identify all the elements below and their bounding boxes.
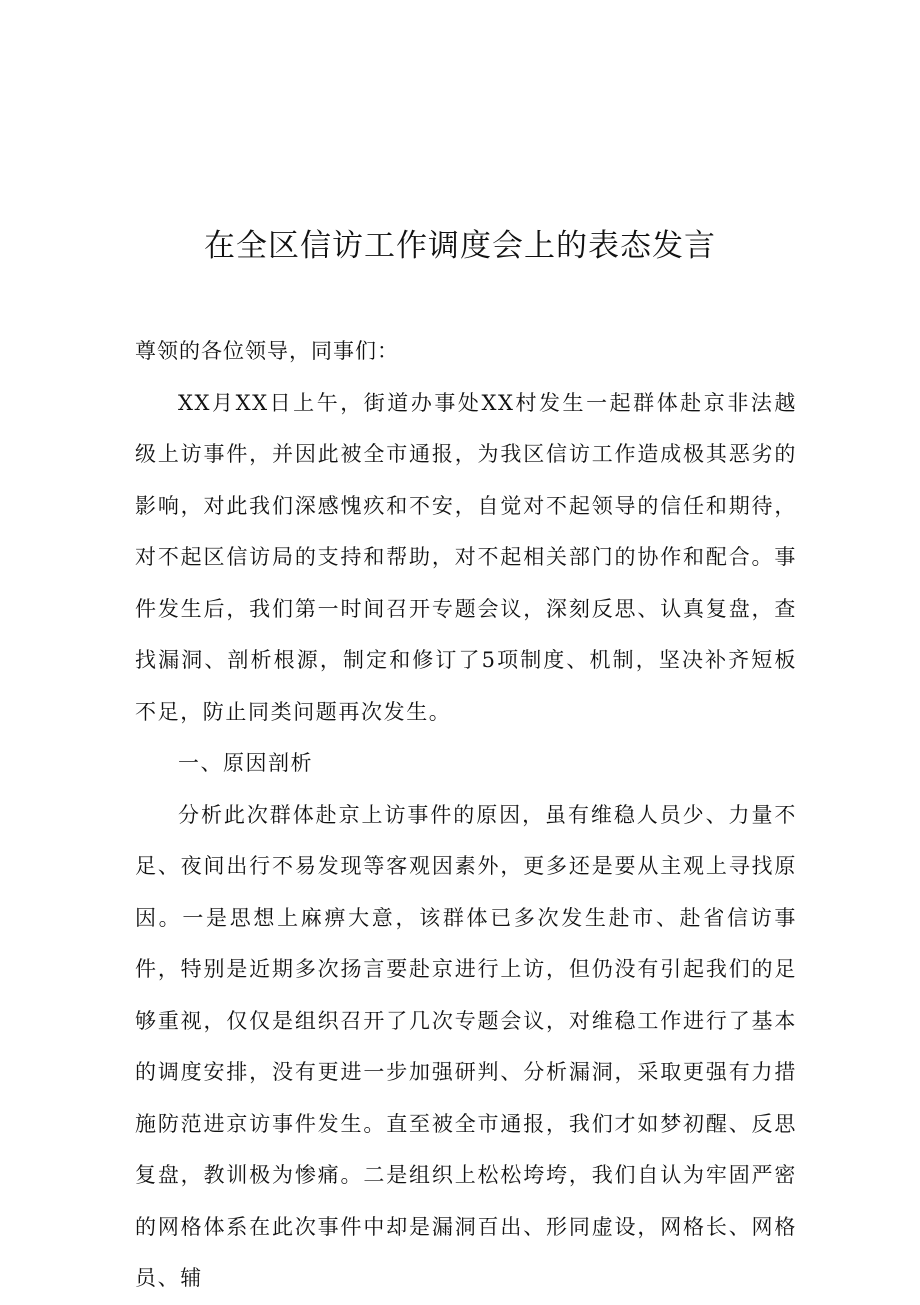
paragraph-cause-analysis: 分析此次群体赴京上访事件的原因，虽有维稳人员少、力量不足、夜间出行不易发现等客观因素外，更多还是要从主观上寻找原因。一是思想上麻痹大意，该群体已多次发生赴市、赴省信访事件，特别是近期多次扬言要赴京进行上访，但仍没有引起我们的足够重视，仅仅是组织召开了几次专题会议，对维稳工作进行了基本的调度安排，没有更进一步加强研判、分析漏洞，采取更强有力措施防范进京访事件发生。直至被全市通报，我们才如梦初醒、反思复盘，教训极为惨痛。二是组织上松松垮垮，我们自认为牢固严密的网格体系在此次事件中却是漏洞百出、形同虚设，网格长、网格员、辅	[135, 802, 797, 1290]
section-heading-cause-analysis: 一、原因剖析	[178, 751, 313, 775]
document-body	[135, 326, 797, 1305]
salutation: 尊领的各位领导，同事们：	[135, 339, 399, 363]
paragraph-intro: XX月XX日上午，街道办事处XX村发生一起群体赴京非法越级上访事件，并因此被全市通报，为我区信访工作造成极其恶劣的影响，对此我们深感愧疚和不安，自觉对不起领导的信任和期待，对不起区信访局的支持和帮助，对不起相关部门的协作和配合。事件发生后，我们第一时间召开专题会议，深刻反思、认真复盘，查找漏洞、剖析根源，制定和修订了5项制度、机制，坚决补齐短板不足，防止同类问题再次发生。	[135, 390, 797, 724]
document-title: 在全区信访工作调度会上的表态发言	[204, 228, 716, 264]
